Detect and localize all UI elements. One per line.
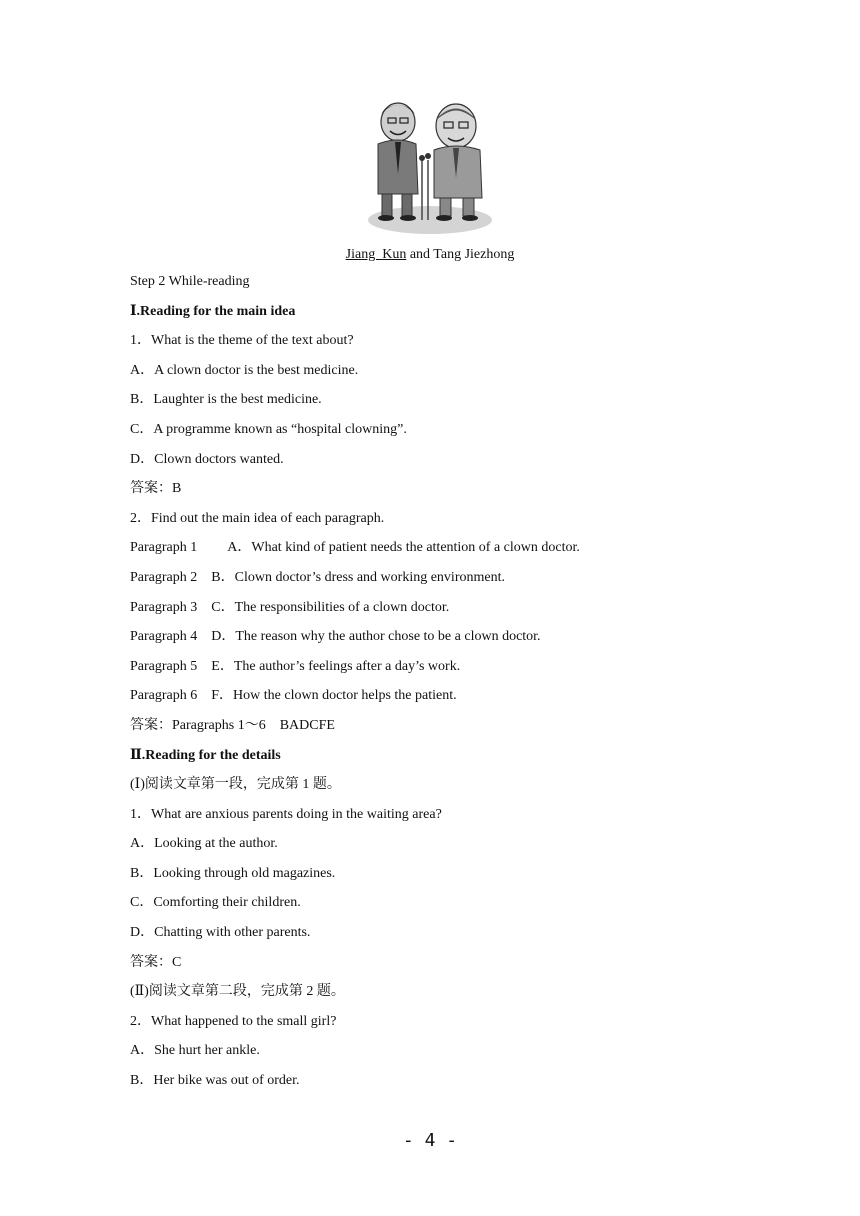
- line-text: A．She hurt her ankle.: [130, 1043, 260, 1059]
- text-line: [130, 391, 750, 421]
- paragraph-idea: C．The responsibilities of a clown doctor.: [211, 599, 450, 615]
- text-line: [130, 332, 750, 362]
- line-text: D．Clown doctors wanted.: [130, 451, 284, 467]
- text-line: [130, 835, 750, 865]
- cartoon-illustration: [364, 98, 496, 238]
- text-line: [130, 806, 750, 836]
- line-text: A．Looking at the author.: [130, 836, 278, 852]
- text-line: [130, 717, 750, 747]
- text-line: [130, 983, 750, 1013]
- paragraph-label: Paragraph 4: [130, 629, 198, 645]
- paragraph-idea: B．Clown doctor’s dress and working environment.: [211, 569, 505, 585]
- paragraph-label: Paragraph 1: [130, 540, 198, 556]
- text-line: [130, 865, 750, 895]
- text-line: [130, 539, 750, 569]
- section-heading: Ⅰ.Reading for the main idea: [130, 303, 296, 319]
- text-line: [130, 303, 750, 333]
- line-text: 1．What are anxious parents doing in the waiting area?: [130, 806, 442, 822]
- line-text: 答案：Paragraphs 1～6 BADCFE: [130, 717, 335, 733]
- text-line: [130, 273, 750, 303]
- caption-rest: and Tang Jiezhong: [406, 247, 515, 262]
- line-text: B．Laughter is the best medicine.: [130, 392, 322, 408]
- line-text: C．Comforting their children.: [130, 895, 301, 911]
- two-men-caricature-illustration: [364, 98, 496, 238]
- text-line: [130, 362, 750, 392]
- text-line: [130, 747, 750, 777]
- text-line: [130, 569, 750, 599]
- text-line: [130, 480, 750, 510]
- text-line: [130, 1072, 750, 1102]
- line-text: B．Looking through old magazines.: [130, 865, 336, 881]
- text-line: [130, 687, 750, 717]
- paragraph-idea: E．The author’s feelings after a day’s work.: [211, 658, 461, 674]
- text-line: [130, 628, 750, 658]
- line-text: 2．Find out the main idea of each paragraph.: [130, 510, 385, 526]
- text-line: [130, 451, 750, 481]
- page-number: - 4 -: [402, 1130, 458, 1151]
- text-line: [130, 894, 750, 924]
- figure-caption: [0, 247, 860, 263]
- paragraph-label: Paragraph 3: [130, 599, 198, 615]
- paragraph-label: Paragraph 2: [130, 569, 198, 585]
- text-line: [130, 599, 750, 629]
- text-line: [130, 658, 750, 688]
- line-text: 答案：B: [130, 481, 182, 497]
- caption-name: Jiang Kun: [345, 247, 407, 262]
- paragraph-idea: F．How the clown doctor helps the patient.: [211, 688, 457, 704]
- document-body: [130, 273, 750, 1102]
- line-text: (Ⅱ)阅读文章第二段，完成第 2 题。: [130, 984, 345, 1000]
- line-text: B．Her bike was out of order.: [130, 1073, 300, 1089]
- line-text: 1．What is the theme of the text about?: [130, 333, 354, 349]
- text-line: [130, 954, 750, 984]
- paragraph-label: Paragraph 5: [130, 658, 198, 674]
- text-line: [130, 510, 750, 540]
- paragraph-idea: A．What kind of patient needs the attention of a clown doctor.: [227, 540, 580, 556]
- line-text: Step 2 While-reading: [130, 274, 250, 289]
- line-text: C．A programme known as “hospital clowning”.: [130, 421, 407, 437]
- text-line: [130, 1042, 750, 1072]
- paragraph-idea: D．The reason why the author chose to be a clown doctor.: [211, 629, 541, 645]
- text-line: [130, 421, 750, 451]
- section-heading: Ⅱ.Reading for the details: [130, 747, 281, 763]
- text-line: [130, 776, 750, 806]
- line-text: D．Chatting with other parents.: [130, 925, 311, 941]
- line-text: A．A clown doctor is the best medicine.: [130, 362, 359, 378]
- line-text: 2．What happened to the small girl?: [130, 1013, 337, 1029]
- line-text: (Ⅰ)阅读文章第一段，完成第 1 题。: [130, 777, 341, 793]
- text-line: [130, 924, 750, 954]
- line-text: 答案：C: [130, 954, 182, 970]
- paragraph-label: Paragraph 6: [130, 688, 198, 704]
- text-line: [130, 1013, 750, 1043]
